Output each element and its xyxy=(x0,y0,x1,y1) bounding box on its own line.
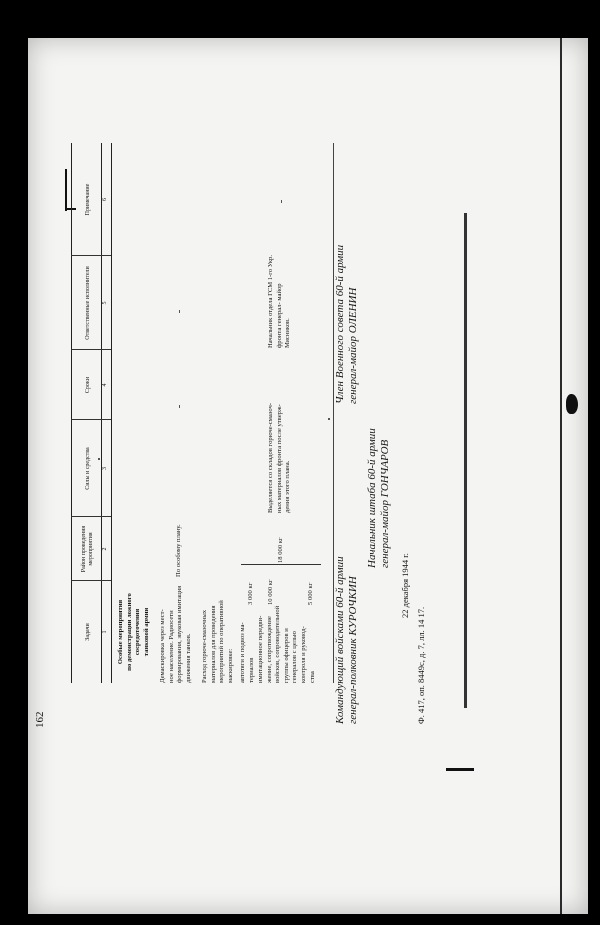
page-number: 162 xyxy=(34,711,46,728)
text-line: имитационное передви- xyxy=(257,615,264,683)
text-line: группы офицеров и xyxy=(282,628,290,683)
column-number: 4 xyxy=(102,383,108,387)
text-word: майор Мясников. xyxy=(275,283,292,348)
empty-dash xyxy=(281,200,282,203)
text-line: контроля и руковод- xyxy=(299,626,307,683)
archive-reference: Ф. 417, оп. 8449с, д. 7, лл. 14 17. xyxy=(416,606,426,724)
header-area: Район проведения мероприятия xyxy=(81,525,94,573)
text-line: генералов с целью xyxy=(291,631,299,683)
row2-item-1 xyxy=(239,597,256,683)
row2-item-2 xyxy=(257,597,317,683)
header-forces: Силы и средства xyxy=(84,447,91,490)
amount-2: 10 000 кг xyxy=(267,579,274,605)
row2-task xyxy=(201,579,235,683)
signature-line: Член Военного совета 60-й армии xyxy=(334,244,346,404)
operations-table xyxy=(71,143,369,683)
signature-staff xyxy=(366,298,392,568)
header-tasks: Задачи xyxy=(84,623,91,641)
text-line: формирования, звуковая имитация xyxy=(176,585,184,683)
section-title-line: танковой армии xyxy=(142,607,150,657)
text-word: Начальник xyxy=(267,317,274,348)
text-line: дения этого плана. xyxy=(284,460,292,513)
row2-forces xyxy=(267,363,293,513)
text-word: фронта xyxy=(275,327,283,348)
section-title-line: сосредоточения xyxy=(134,608,142,656)
column-number: 1 xyxy=(102,630,108,634)
text-line: териалов xyxy=(247,657,255,683)
text-line: Демаскировка через мест- xyxy=(159,609,166,683)
text-line: материалов для проведения xyxy=(209,605,217,683)
signature-line: генерал-полковник КУРОЧКИН xyxy=(347,576,359,724)
column-number: 2 xyxy=(102,547,108,551)
text-line: Выделяется со складов горюче-смазоч- xyxy=(267,403,274,513)
scan-edge-mark xyxy=(446,768,474,771)
column-number: 5 xyxy=(102,301,108,305)
text-line: ное население. Радиосети xyxy=(167,610,175,683)
amount-total: 18 000 кг xyxy=(277,537,284,563)
text-word: генерал- xyxy=(275,302,283,327)
scan-edge-mark xyxy=(560,38,562,914)
signature-line: генерал-майор ГОНЧАРОВ xyxy=(379,439,391,568)
scan-blot xyxy=(566,394,578,414)
document-date: 22 декабря 1944 г. xyxy=(400,553,410,618)
signature-line: Начальник штаба 60-й армии xyxy=(366,428,378,568)
text-line: войсков, сопроводительной xyxy=(274,605,282,683)
column-number: 6 xyxy=(102,198,108,201)
signature-line: генерал-майор ОЛЕНИН xyxy=(347,287,359,404)
signature-commander xyxy=(334,464,360,724)
row1-method: По особому плану. xyxy=(175,524,182,577)
section-title-line: Особые мероприятия xyxy=(117,599,124,665)
rotated-content xyxy=(16,0,436,918)
header-responsible: Ответственные исполнители xyxy=(84,266,91,340)
text-line: маскировке: xyxy=(226,648,234,683)
text-line: ства xyxy=(308,671,316,683)
row2-responsible xyxy=(267,252,293,348)
signature-line: Командующий войсками 60-й армии xyxy=(334,556,346,724)
empty-dash xyxy=(179,405,180,408)
table-rule xyxy=(111,143,112,683)
amount-1: 3 000 кг xyxy=(247,582,254,605)
section-title xyxy=(117,581,151,683)
header-deadlines: Сроки xyxy=(84,376,91,394)
text-word: 1-го Укр. xyxy=(267,255,274,281)
row1-task xyxy=(159,579,193,683)
text-line: автотяги и подвоз ма- xyxy=(239,622,246,683)
text-line: мероприятий по оперативной xyxy=(218,600,226,683)
text-line: ных материалов фронта после утверж- xyxy=(275,404,283,513)
signature-council xyxy=(334,134,360,404)
column-number: 3 xyxy=(102,467,108,470)
section-title-line: по демонстрации ложного xyxy=(125,593,133,671)
text-line: жение, сопротвождение xyxy=(265,616,273,683)
amount-3: 5 000 кг xyxy=(307,582,314,605)
text-line: Расход горюче-смазочных xyxy=(201,609,208,683)
bracket-line xyxy=(241,564,321,565)
text-word: отдела ГСМ xyxy=(267,281,274,317)
empty-dash xyxy=(179,310,180,313)
scan-edge-mark xyxy=(464,213,467,708)
header-notes: Примечание xyxy=(84,183,91,216)
text-line: движения танков. xyxy=(184,633,192,683)
table-rule xyxy=(71,143,72,683)
